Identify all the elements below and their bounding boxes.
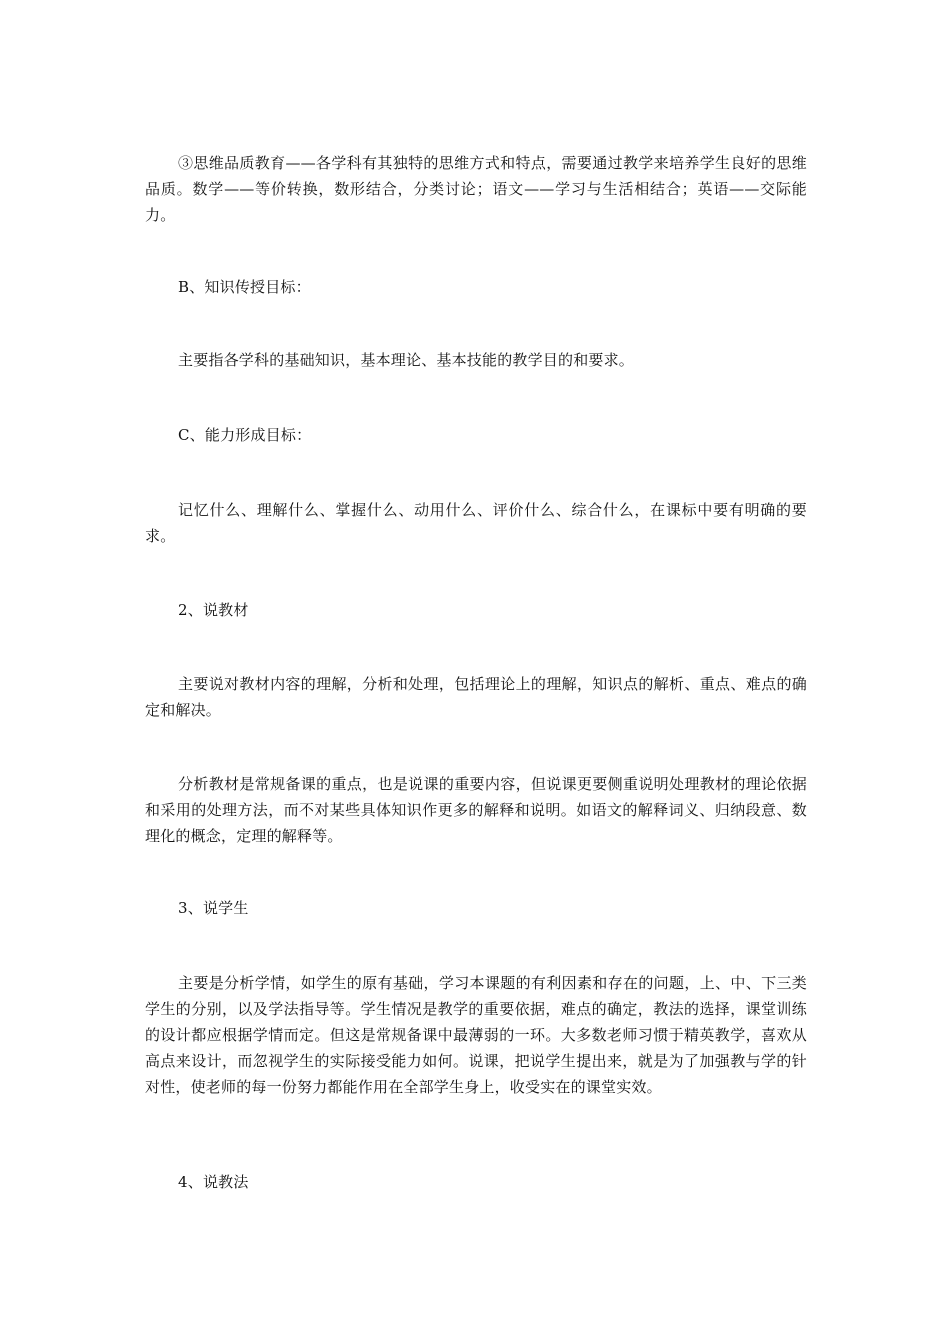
paragraph-knowledge-goal: 主要指各学科的基础知识，基本理论、基本技能的教学目的和要求。 xyxy=(178,351,635,369)
paragraph-students: 主要是分析学情，如学生的原有基础，学习本课题的有利因素和存在的问题，上、中、下三类学生的分别，以及学法指导等。学生情况是教学的重要依据，难点的确定，教法的选择，课堂训练的设计都应根据学情而定。但这是常规备课中最薄弱的一环。大多数老师习惯于精英教学，喜欢从高点来设计，而忽视学生的实际接受能力如何。说课，把说学生提出来，就是为了加强教与学的针对性，使老师的每一份努力都能作用在全部学生身上，收受实在的课堂实效。 xyxy=(145,974,807,1096)
heading-teaching-method: 4、说教法 xyxy=(178,1173,249,1191)
paragraph-textbook-analysis: 分析教材是常规备课的重点，也是说课的重要内容，但说课更要侧重说明处理教材的理论依据和采用的处理方法，而不对某些具体知识作更多的解释和说明。如语文的解释词义、归纳段意、数理化的概念，定理的解释等。 xyxy=(145,775,807,845)
paragraph-textbook-understanding: 主要说对教材内容的理解，分析和处理，包括理论上的理解，知识点的解析、重点、难点的确定和解决。 xyxy=(145,675,807,719)
heading-students: 3、说学生 xyxy=(178,899,249,917)
paragraph-ability-goal: 记忆什么、理解什么、掌握什么、动用什么、评价什么、综合什么，在课标中要有明确的要求。 xyxy=(145,501,807,545)
heading-ability-goal: C、能力形成目标： xyxy=(178,426,312,444)
paragraph-thinking-quality: ③思维品质教育——各学科有其独特的思维方式和特点，需要通过教学来培养学生良好的思维品质。数学——等价转换，数形结合，分类讨论；语文——学习与生活相结合；英语——交际能力。 xyxy=(145,154,807,224)
heading-knowledge-goal: B、知识传授目标： xyxy=(178,278,311,296)
heading-textbook: 2、说教材 xyxy=(178,601,249,619)
